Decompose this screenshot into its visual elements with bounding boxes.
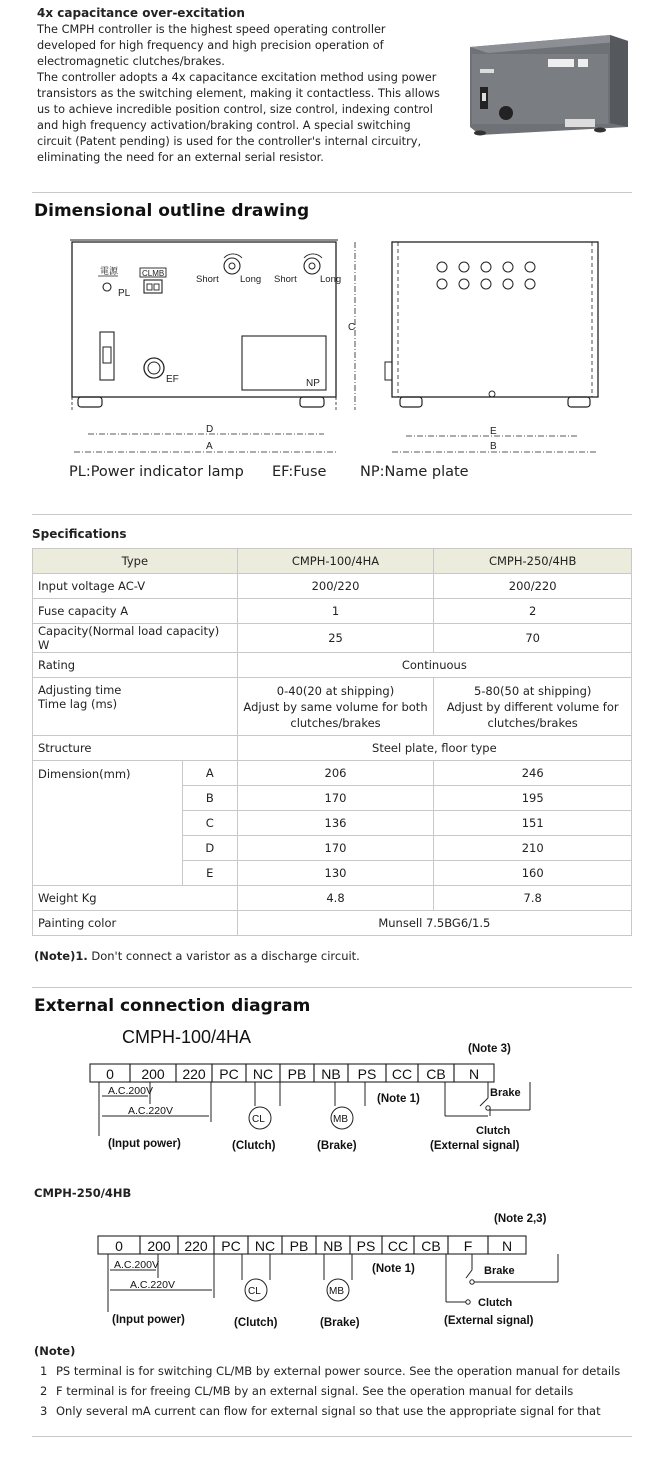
terminal-label: N [501, 1238, 513, 1254]
brake-caption: (Brake) [320, 1317, 360, 1329]
intro-line: circuit (Patent pending) is used for the controller's internal circuitry, [37, 135, 422, 148]
note-top: (Note 2,3) [494, 1213, 547, 1225]
intro-line: us to achieve incredible position control, size control, indexing control [37, 103, 433, 116]
terminal-label: N [468, 1066, 480, 1082]
cell: 170 [237, 786, 434, 811]
outline-drawing [60, 232, 620, 497]
row-label: Painting color [33, 911, 238, 936]
mb-label: MB [333, 1114, 348, 1125]
row-label: Structure [33, 736, 238, 761]
brake-label: Brake [484, 1265, 515, 1277]
row-label [33, 678, 238, 736]
intro-line: electromagnetic clutches/brakes. [37, 55, 225, 68]
dim-b: B [490, 441, 497, 452]
terminal-label: CB [426, 1066, 446, 1082]
cell: 151 [434, 811, 632, 836]
notes-heading: (Note) [34, 1344, 76, 1358]
note-text: F terminal is for freeing CL/MB by an external signal. See the operation manual for details [56, 1384, 574, 1398]
cell: 70 [434, 624, 632, 653]
header-model-a: CMPH-100/4HA [237, 549, 434, 574]
divider [32, 1436, 632, 1437]
ext-signal-caption: (External signal) [430, 1140, 520, 1152]
cell-line: clutches/brakes [290, 715, 381, 730]
terminal-label: 200 [141, 1066, 165, 1082]
clutch-label: Clutch [478, 1297, 513, 1309]
terminal-strip [90, 1064, 494, 1082]
table-row [33, 624, 632, 653]
cell-line: clutches/brakes [487, 715, 578, 730]
intro-line: The CMPH controller is the highest speed operating controller [37, 23, 386, 36]
intro-line: eliminating the need for an external serial resistor. [37, 151, 324, 164]
cell: 195 [434, 786, 632, 811]
terminal-label: 0 [106, 1066, 114, 1082]
table-row [33, 678, 632, 736]
caption-ef: EF:Fuse [272, 464, 327, 480]
cell: 130 [237, 861, 434, 886]
note-ps: (Note 1) [372, 1263, 415, 1275]
diagram1-model: CMPH-100/4HA [122, 1027, 252, 1047]
power-kanji: 電源 [100, 266, 119, 276]
long-label-1: Long [240, 274, 262, 285]
terminal-label: PS [356, 1238, 376, 1254]
clutch-label: Clutch [476, 1125, 511, 1137]
spec-note-text: Don't connect a varistor as a discharge circuit. [91, 949, 360, 963]
note-text: Only several mA current can flow for external signal so that use the appropriate signal for that [56, 1404, 601, 1418]
dim-key: C [182, 811, 237, 836]
np-label: NP [306, 378, 320, 389]
table-row [33, 653, 632, 678]
dim-key: E [182, 861, 237, 886]
terminal-label: 0 [115, 1238, 123, 1254]
terminal-label: PC [219, 1066, 239, 1082]
side-view-body [392, 242, 598, 397]
brake-caption: (Brake) [317, 1140, 357, 1152]
cell: Continuous [237, 653, 631, 678]
dim-c: C [348, 322, 356, 333]
cell: 4.8 [237, 886, 434, 911]
table-row [33, 549, 632, 574]
cell [434, 678, 632, 736]
cell: Steel plate, floor type [237, 736, 631, 761]
intro-line: The controller adopts a 4x capacitance excitation method using power [37, 71, 437, 84]
terminal-strip [98, 1236, 526, 1254]
cell-line: 0-40(20 at shipping) [276, 683, 395, 698]
terminal-label: NB [323, 1238, 343, 1254]
controller-photo [460, 27, 630, 137]
ac220-label: A.C.220V [130, 1279, 175, 1291]
short-label-2: Short [274, 274, 297, 285]
cell-line: Adjust by different volume for [446, 699, 619, 714]
table-row [33, 599, 632, 624]
ac200-label: A.C.200V [114, 1259, 159, 1271]
input-power-caption: (Input power) [108, 1138, 181, 1150]
cell: 25 [237, 624, 434, 653]
dim-d: D [206, 424, 214, 435]
spec-table [32, 548, 632, 936]
terminal-label: CC [387, 1238, 409, 1254]
clutch-caption: (Clutch) [234, 1317, 278, 1329]
row-label-line: Adjusting time [38, 683, 122, 697]
ac220-label: A.C.220V [128, 1105, 173, 1117]
dim-key: A [182, 761, 237, 786]
clmb-label: CLMB [142, 269, 165, 278]
cell: 206 [237, 761, 434, 786]
note-num: 2 [40, 1384, 48, 1398]
intro-line: developed for high frequency and high precision operation of [37, 39, 384, 52]
cell: 246 [434, 761, 632, 786]
caption-pl: PL:Power indicator lamp [69, 464, 244, 480]
terminal-label: CC [391, 1066, 413, 1082]
terminal-label: 220 [182, 1066, 206, 1082]
cell: 2 [434, 599, 632, 624]
intro-line: transistors as the switching element, making it contactless. This allows [37, 87, 440, 100]
divider [32, 514, 632, 515]
note-num: 3 [40, 1404, 48, 1418]
caption-np: NP:Name plate [360, 464, 469, 480]
connection-heading: External connection diagram [34, 996, 311, 1016]
outline-heading: Dimensional outline drawing [34, 201, 310, 221]
row-label: Fuse capacity A [33, 599, 238, 624]
row-label: Capacity(Normal load capacity) W [33, 624, 238, 653]
diagram2-model: CMPH-250/4HB [34, 1186, 132, 1200]
cell: 200/220 [237, 574, 434, 599]
row-label: Rating [33, 653, 238, 678]
spec-note [34, 949, 360, 963]
terminal-label: 200 [147, 1238, 171, 1254]
row-label: Weight Kg [33, 886, 238, 911]
intro-text [37, 22, 457, 166]
terminal-label: NC [254, 1238, 276, 1254]
pl-label: PL [118, 288, 131, 299]
row-label: Dimension(mm) [33, 761, 183, 886]
terminal-label: NC [252, 1066, 274, 1082]
cell-line: Adjust by same volume for both [243, 699, 428, 714]
ext-signal-caption: (External signal) [444, 1315, 534, 1327]
cell: 7.8 [434, 886, 632, 911]
row-label-line: Time lag (ms) [38, 697, 118, 711]
terminal-label: 220 [184, 1238, 208, 1254]
terminal-label: PS [357, 1066, 377, 1082]
clutch-caption: (Clutch) [232, 1140, 276, 1152]
header-model-b: CMPH-250/4HB [434, 549, 632, 574]
cell [237, 678, 434, 736]
terminal-label: F [463, 1238, 473, 1254]
row-label: Input voltage AC-V [33, 574, 238, 599]
cell: Munsell 7.5BG6/1.5 [237, 911, 631, 936]
cl-label: CL [252, 1114, 265, 1125]
specs-heading: Specifications [32, 527, 127, 541]
table-row [33, 761, 632, 786]
divider [32, 987, 632, 988]
intro-line: and high frequency activation/braking control. A special switching [37, 119, 411, 132]
ac200-label: A.C.200V [108, 1085, 153, 1097]
terminal-label: PB [287, 1066, 307, 1082]
cell: 210 [434, 836, 632, 861]
header-type: Type [33, 549, 238, 574]
spec-note-prefix: (Note)1. [34, 949, 88, 963]
dim-key: D [182, 836, 237, 861]
cl-label: CL [248, 1286, 261, 1297]
intro-title: 4x capacitance over-excitation [37, 6, 245, 20]
terminal-label: NB [321, 1066, 341, 1082]
long-label-2: Long [320, 274, 342, 285]
dim-key: B [182, 786, 237, 811]
ef-label: EF [166, 374, 179, 385]
divider [32, 192, 632, 193]
table-row [33, 886, 632, 911]
note-text: PS terminal is for switching CL/MB by external power source. See the operation manual for details [56, 1364, 621, 1378]
dim-a: A [206, 441, 213, 452]
diagram2 [96, 1208, 596, 1333]
input-power-caption: (Input power) [112, 1314, 185, 1326]
cell: 160 [434, 861, 632, 886]
brake-label: Brake [490, 1087, 521, 1099]
cell: 1 [237, 599, 434, 624]
terminal-label: PC [221, 1238, 241, 1254]
short-label-1: Short [196, 274, 219, 285]
table-row [33, 736, 632, 761]
terminal-label: CB [421, 1238, 441, 1254]
cell-line: 5-80(50 at shipping) [473, 683, 592, 698]
mb-label: MB [329, 1286, 344, 1297]
table-row [33, 911, 632, 936]
diagram1 [80, 1036, 580, 1156]
dim-e: E [490, 426, 497, 437]
cell: 136 [237, 811, 434, 836]
terminal-label: PB [289, 1238, 309, 1254]
table-row [33, 574, 632, 599]
note-top: (Note 3) [468, 1043, 511, 1055]
cell: 200/220 [434, 574, 632, 599]
cell: 170 [237, 836, 434, 861]
note-ps: (Note 1) [377, 1093, 420, 1105]
note-num: 1 [40, 1364, 48, 1378]
